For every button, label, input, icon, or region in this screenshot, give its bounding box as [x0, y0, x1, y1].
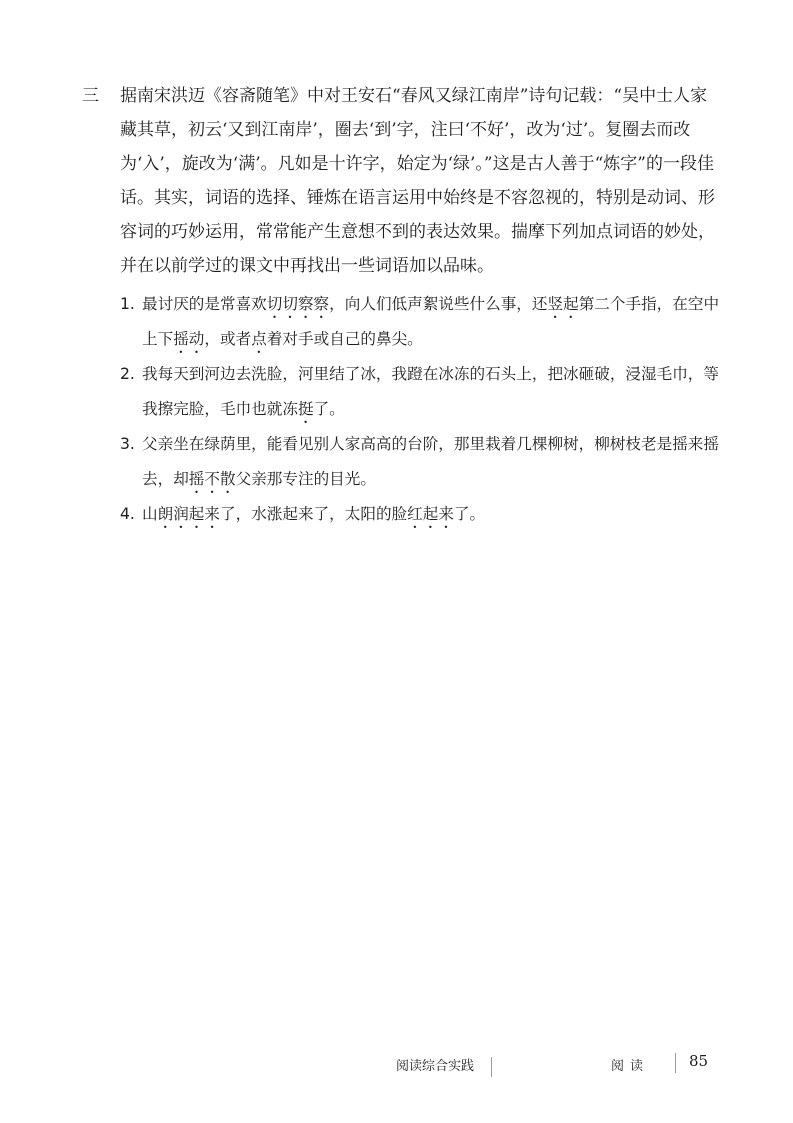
footer-divider: [491, 1057, 492, 1077]
sentence-segment: 最讨厌的是常喜欢: [142, 295, 267, 313]
emphasized-word: 朗润起来: [157, 505, 220, 523]
page-footer: [0, 1049, 793, 1081]
sentence-segment: 了，水涨起来了，太阳的脸: [220, 505, 408, 523]
example-sentence: [120, 427, 722, 497]
footer-section-title: 阅读综合实践: [396, 1059, 475, 1074]
page-number: 85: [689, 1052, 709, 1070]
sentence-segment: 山: [142, 505, 158, 523]
emphasized-word: 摇不散: [188, 470, 236, 488]
emphasized-word: 红起来: [407, 505, 454, 523]
question-number: 三: [82, 86, 99, 106]
sentence-segment: 着对手或自己的鼻尖。: [266, 330, 423, 348]
example-sentence: [120, 357, 722, 427]
emphasized-word: 挺: [297, 400, 314, 418]
footer-chapter-title: 阅读: [611, 1059, 650, 1074]
example-sentence-list: [120, 287, 722, 532]
sentence-segment: ，或者: [204, 330, 252, 348]
sentence-segment: 了。: [453, 505, 486, 523]
sentence-text: [142, 357, 722, 427]
question-prompt: 据南宋洪迈《容斋随笔》中对王安石“春风又绿江南岸”诗句记载：“吴中士人家藏其草，初云‘又到江南岸’，圈去‘到’字，注曰‘不好’，改为‘过’。复圈去而改为‘入’，旋改为‘满’。凡如是十许字，始定为‘绿’。”这是古人善于“炼字”的一段佳话。其实，词语的选择、锤炼在语言运用中始终是不容忽视的，特别是动词、形容词的巧妙运用，常常能产生意想不到的表达效果。揣摩下列加点词语的妙处，并在以前学过的课文中再找出一些词语加以品味。: [120, 86, 715, 276]
sentence-number: 2.: [120, 365, 135, 383]
sentence-text: [142, 497, 722, 532]
emphasized-word: 点: [251, 330, 267, 348]
sentence-segment: 了。: [313, 400, 345, 418]
exercise-question: [82, 79, 722, 532]
sentence-segment: 父亲那专注的目光。: [235, 470, 376, 488]
emphasized-word: 竖起: [547, 295, 579, 313]
emphasized-word: 切切察察: [266, 295, 330, 313]
sentence-number: 3.: [120, 435, 135, 453]
sentence-text: [142, 427, 722, 497]
sentence-segment: 我每天到河边去洗脸，河里结了冰，我蹬在冰冻的石头上，把冰砸破，浸湿毛巾，等我擦完脸，毛巾也就冻: [142, 365, 719, 418]
sentence-segment: 父亲坐在绿荫里，能看见别人家高高的台阶，那里栽着几棵柳树，柳树枝老是摇来摇去，却: [142, 435, 719, 488]
sentence-segment: 第二个手指，在空中上下: [142, 295, 720, 348]
emphasized-word: 摇动: [173, 330, 205, 348]
sentence-number: 4.: [120, 505, 135, 523]
example-sentence: [120, 497, 722, 532]
sentence-text: [142, 287, 722, 357]
footer-divider: [675, 1053, 676, 1073]
sentence-number: 1.: [120, 295, 135, 313]
example-sentence: [120, 287, 722, 357]
sentence-segment: ，向人们低声絮说些什么事，还: [329, 295, 548, 313]
